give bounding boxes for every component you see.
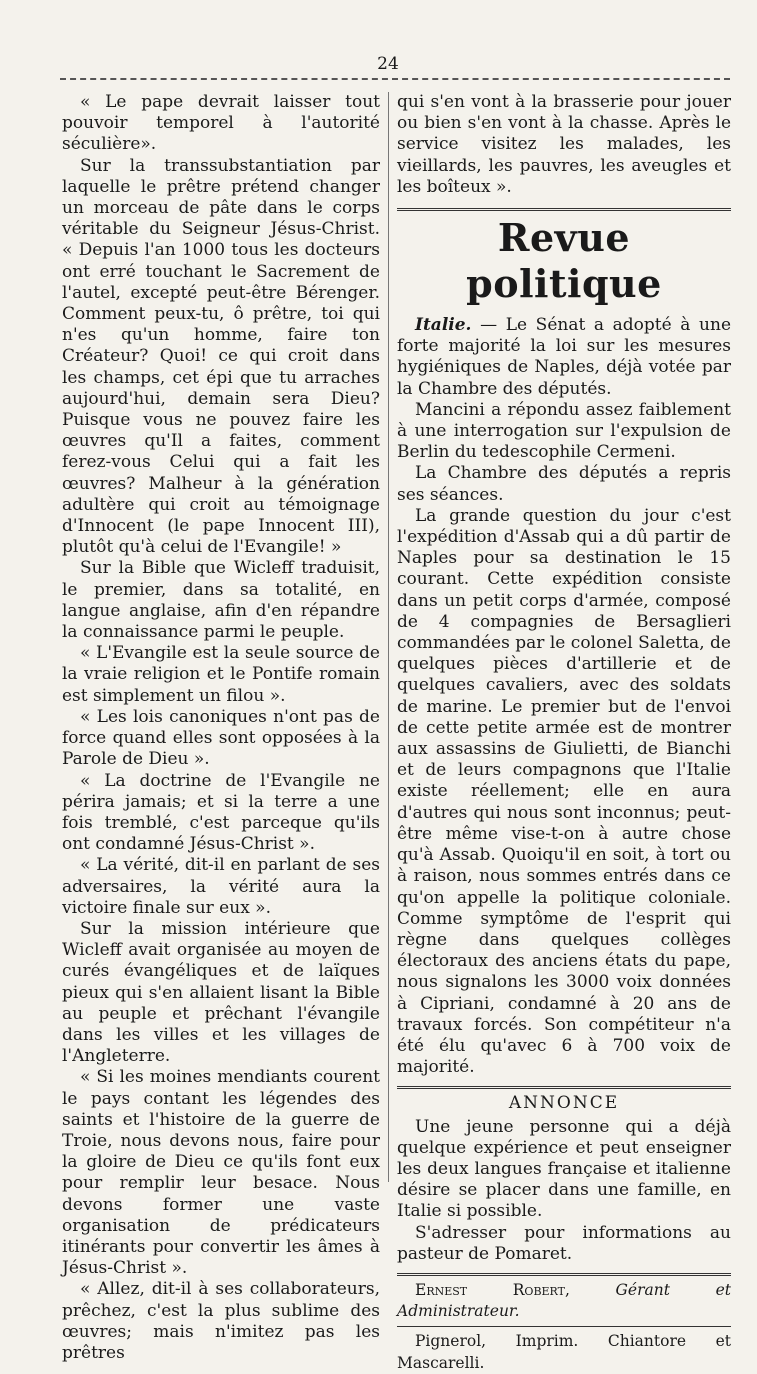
gerant-name: Ernest Robert, (415, 1280, 570, 1299)
paragraph: « Si les moines mendiants courent le pays contant les légendes des saints et l'histoire de la guerre de Troie, nous devons nous, faire pour la gloire de Dieu ce qu'ils font eux pour remplir leur besace. Nous devons former une vaste organisation de prédicateurs itinérants pour convertir les âmes à Jésus-Christ ». (62, 1067, 380, 1279)
paragraph: « Les lois canoniques n'ont pas de force quand elles sont opposées à la Parole de Dieu ». (62, 706, 380, 770)
section-rule (397, 208, 731, 211)
continuation-text: qui s'en vont à la brasserie pour jouer ou bien s'en vont à la chasse. Après le service visitez les malades, les vieillards, les pauvres, les aveugles et les boîteux ». (397, 92, 731, 197)
paragraph: « L'Evangile est la seule source de la vraie religion et le Pontife romain est simplement un filou ». (62, 643, 380, 706)
paragraph: « La vérité, dit-il en parlant de ses adversaires, la vérité aura la victoire finale sur eux ». (62, 855, 380, 918)
italie-label: Italie. (415, 315, 472, 336)
divider-rule (397, 1326, 731, 1327)
column-divider (388, 92, 389, 1182)
paragraph: « Le pape devrait laisser tout pouvoir temporel à l'autorité séculière». (62, 92, 380, 155)
paragraph: Une jeune personne qui a déjà quelque expérience et peut enseigner les deux langues française et italienne désire se placer dans une famille, en Italie si possible. (397, 1116, 731, 1222)
paragraph: La Chambre des députés a repris ses séances. (397, 463, 731, 505)
section-title: Revue politique (466, 215, 662, 307)
divider-rule (397, 1086, 731, 1089)
paragraph (397, 315, 731, 400)
paragraph: Sur la mission intérieure que Wicleff avait organisée au moyen de curés évangéliques et de laïques pieux qui s'en allaient lisant la Bible au peuple et prêchant l'évangile dans les villes et les villages de l'Angleterre. (62, 918, 380, 1067)
gerant-line (397, 1280, 731, 1322)
paragraph-text: — Le Sénat a adopté à une forte majorité la loi sur les mesures hygiéniques de Naples, déjà votée par la Chambre des députés. (397, 315, 732, 399)
annonce-title: ANNONCE (508, 1093, 620, 1114)
paragraph: S'adresser pour informations au pasteur de Pomaret. (397, 1222, 731, 1264)
page-number: 24 (368, 54, 408, 74)
left-column (62, 92, 380, 1364)
divider-rule (397, 1273, 731, 1276)
paragraph: Sur la transsubstantiation par laquelle le prêtre prétend changer un morceau de pâte dans le corps véritable du Seigneur Jésus-Christ. « Depuis l'an 1000 tous les docteurs ont erré touchant le Sacrement de l'autel, excepté peut-être Bérenger. Comment peux-tu, ô prêtre, toi qui n'es qu'un homme, faire ton Créateur? Quoi! ce qui croit dans les champs, cet épi que tu arraches aujourd'hui, demain sera Dieu? Puisque vous ne pouvez faire les œuvres qu'Il a faites, comment ferez-vous Celui qui a fait les œuvres? Malheur à la génération adultère qui croit au témoignage d'Innocent (le pape Innocent III), plutôt qu'à celui de l'Evangile! » (62, 155, 380, 558)
paragraph: La grande question du jour c'est l'expédition d'Assab qui a dû partir de Naples pour sa destination le 15 courant. Cette expédition consiste dans un petit corps d'armée, composé de 4 compagnies de Bersaglieri commandées par le colonel Saletta, de quelques pièces d'artillerie et de quelques cavaliers, avec des soldats de marine. Le premier but de l'envoi de cette petite armée est de montrer aux assassins de Giulietti, de Bianchi et de leurs compagnons que l'Italie existe réellement; elle en aura d'autres qui nous sont inconnus; peut-être même vise-t-on à autre chose qu'à Assab. Quoiqu'il en soit, à tort ou à raison, nous sommes entrés dans ce qu'on appelle la politique coloniale. Comme symptôme de l'esprit qui règne dans quelques collèges électoraux des anciens états du pape, nous signalons les 3000 voix données à Cipriani, condamné à 20 ans de travaux forcés. Son compétiteur n'a été élu qu'avec 6 à 700 voix de majorité. (397, 505, 731, 1078)
right-column (397, 92, 731, 1374)
paragraph: « Allez, dit-il à ses collaborateurs, prêchez, c'est la plus sublime des œuvres; mais n'imitez pas les prêtres (62, 1279, 380, 1363)
gerant-title: Gérant et Administrateur. (397, 1280, 731, 1321)
printer-line: Pignerol, Imprim. Chiantore et Mascarelli. (397, 1332, 731, 1372)
paragraph: Sur la Bible que Wicleff traduisit, le premier, dans sa totalité, en langue anglaise, afin d'en répandre la connaissance parmi le peuple. (62, 558, 380, 643)
paragraph: « La doctrine de l'Evangile ne périra jamais; et si la terre a une fois tremblé, c'est parceque qu'ils ont condamné Jésus-Christ ». (62, 770, 380, 855)
paragraph: Mancini a répondu assez faiblement à une interrogation sur l'expulsion de Berlin du tedescophile Cermeni. (397, 399, 731, 463)
